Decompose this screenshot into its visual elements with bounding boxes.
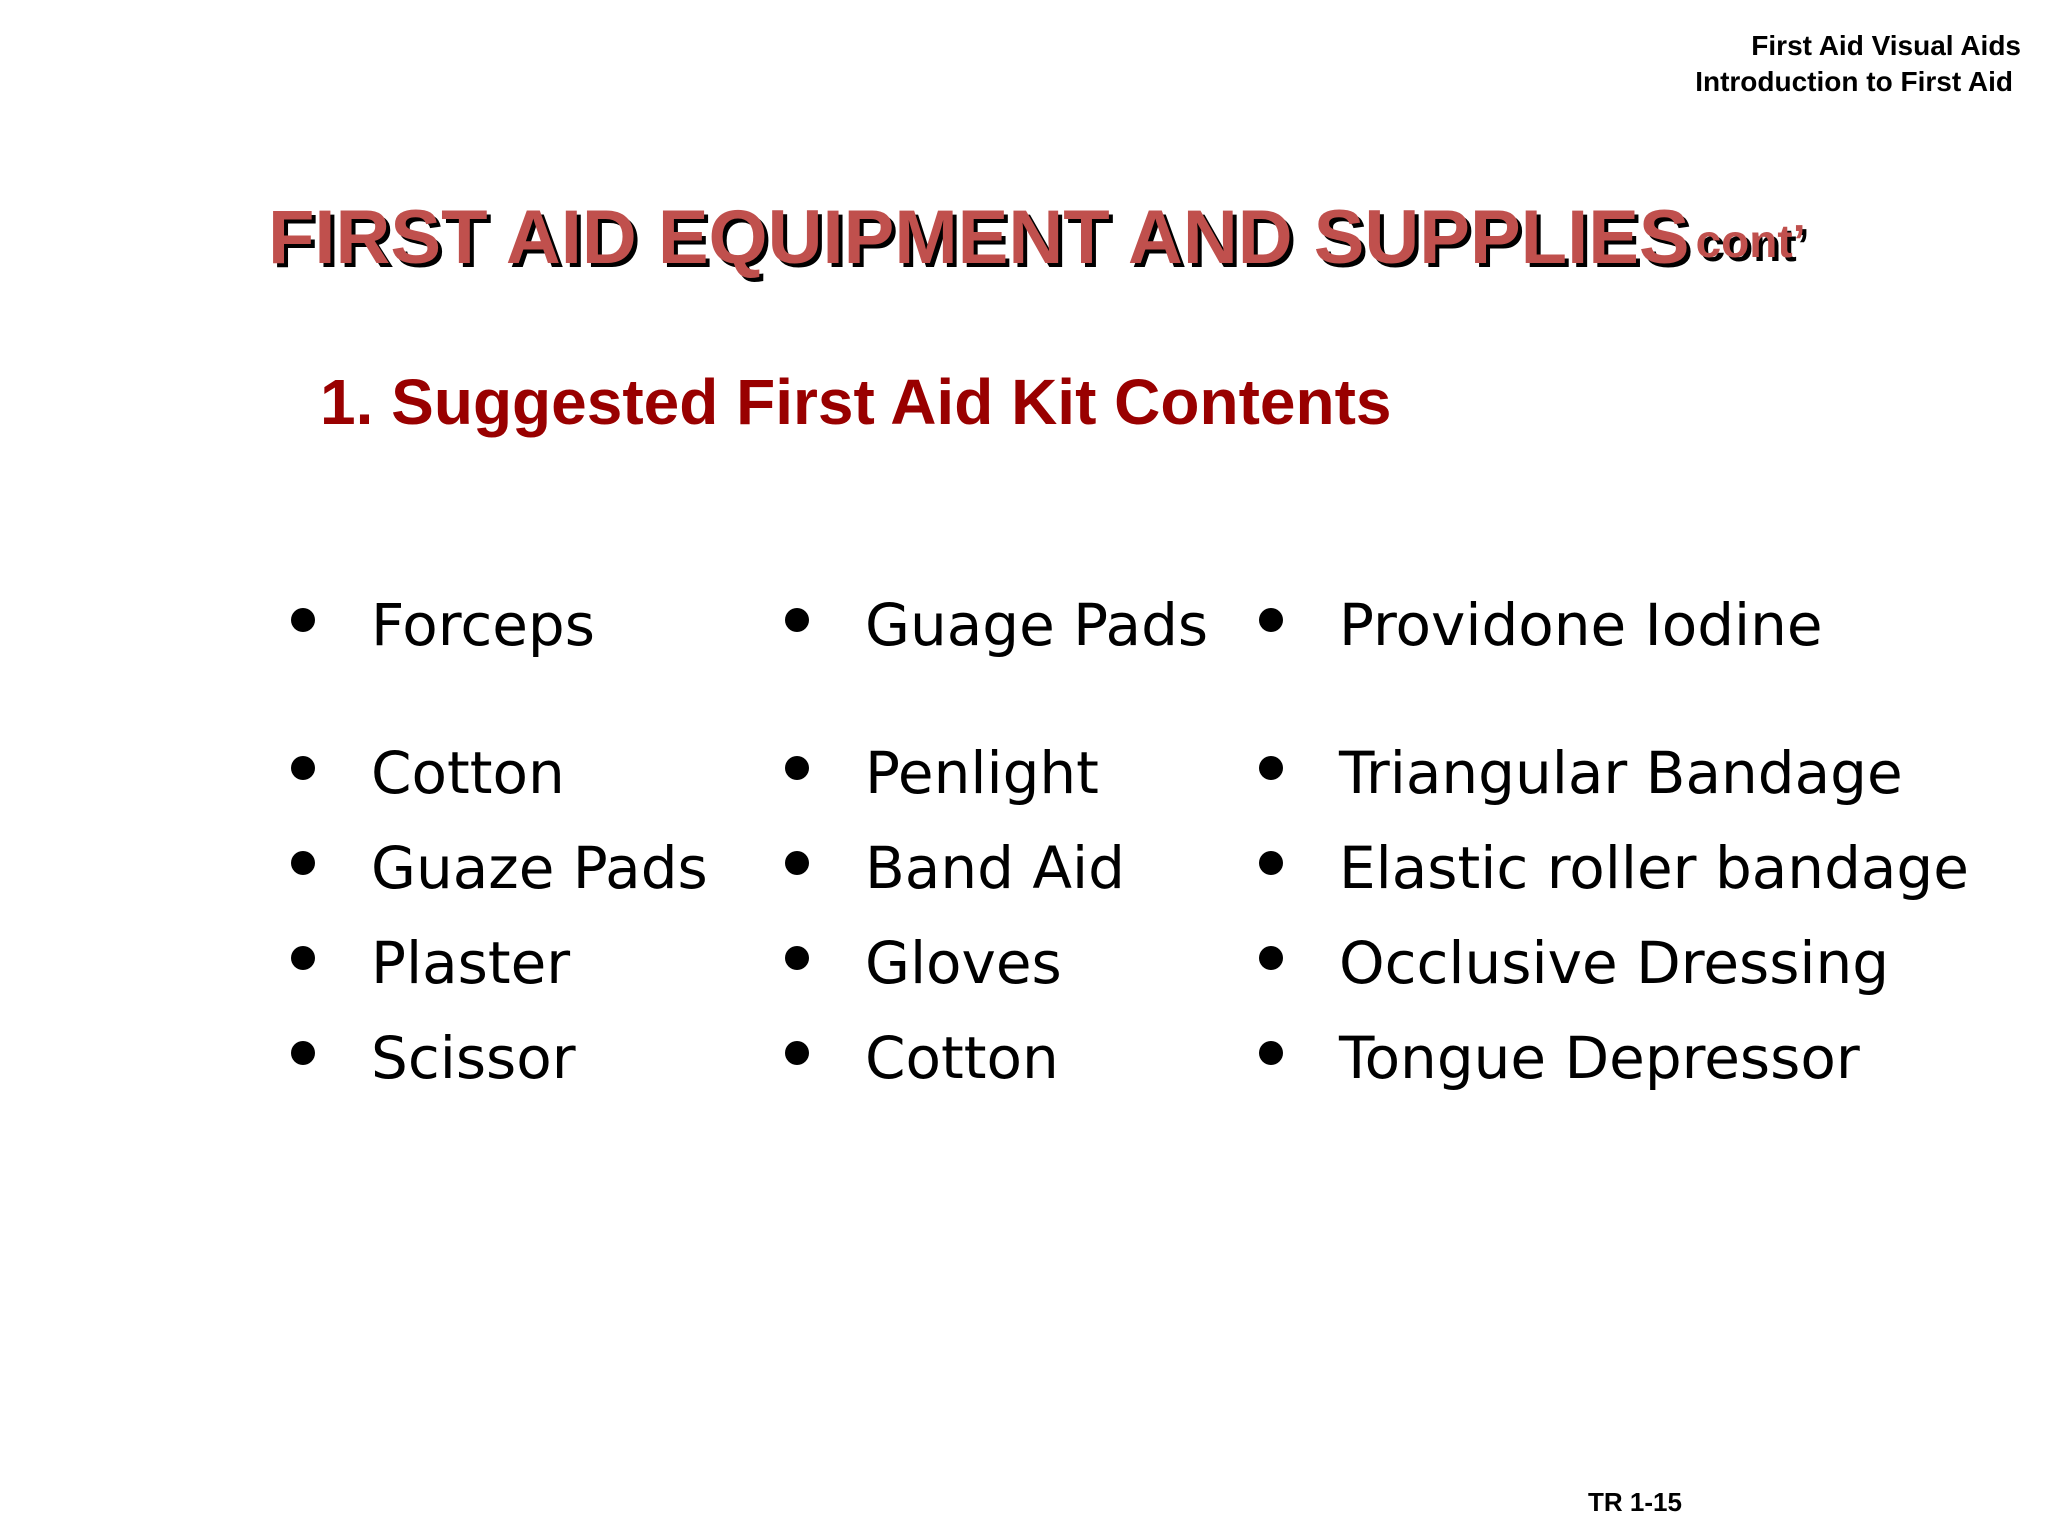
list-item-label: Gloves: [865, 929, 1062, 997]
list-item-label: Providone Iodine: [1339, 591, 1823, 659]
list-item-label: Penlight: [865, 739, 1099, 807]
slide-title: [268, 188, 1805, 291]
list-item: [287, 585, 708, 680]
bullet-dot-icon: [785, 608, 809, 632]
section-heading: 1. Suggested First Aid Kit Contents: [320, 366, 1392, 438]
bullet-dot-icon: [291, 851, 315, 875]
slide-title-suffix: cont’: [1695, 215, 1806, 267]
bullet-dot-icon: [785, 946, 809, 970]
list-item-label: Scissor: [371, 1024, 576, 1092]
list-item: [781, 585, 1208, 680]
list-item: [1255, 733, 1969, 828]
list-item: [781, 828, 1208, 923]
bullet-dot-icon: [1259, 851, 1283, 875]
list-item-label: Triangular Bandage: [1339, 739, 1903, 807]
bullet-dot-icon: [1259, 946, 1283, 970]
header-module-title: Introduction to First Aid: [1695, 66, 2013, 97]
kit-contents-column-1: [287, 585, 708, 1113]
bullet-dot-icon: [785, 756, 809, 780]
list-item: [781, 923, 1208, 1018]
slide-header: [1695, 28, 2021, 100]
bullet-dot-icon: [291, 946, 315, 970]
bullet-dot-icon: [1259, 756, 1283, 780]
bullet-dot-icon: [291, 756, 315, 780]
list-item: [287, 923, 708, 1018]
list-item-label: Elastic roller bandage: [1339, 834, 1969, 902]
list-item: [1255, 828, 1969, 923]
bullet-dot-icon: [785, 851, 809, 875]
list-item: [287, 733, 708, 828]
bullet-dot-icon: [291, 608, 315, 632]
list-item-label: Occlusive Dressing: [1339, 929, 1890, 997]
list-item: [287, 1018, 708, 1113]
list-item: [781, 1018, 1208, 1113]
slide-title-text: FIRST AID EQUIPMENT AND SUPPLIES: [268, 195, 1690, 280]
list-item: [1255, 923, 1969, 1018]
list-item-label: Tongue Depressor: [1339, 1024, 1860, 1092]
list-item-label: Forceps: [371, 591, 595, 659]
list-item: [1255, 1018, 1969, 1113]
list-item-label: Guage Pads: [865, 591, 1209, 659]
header-course-title: First Aid Visual Aids: [1751, 30, 2021, 61]
slide-reference-number: TR 1-15: [1588, 1487, 1682, 1517]
kit-contents-column-3: [1255, 585, 1969, 1113]
list-item: [1255, 585, 1969, 680]
bullet-dot-icon: [785, 1041, 809, 1065]
bullet-dot-icon: [1259, 608, 1283, 632]
list-item-label: Cotton: [865, 1024, 1059, 1092]
bullet-dot-icon: [1259, 1041, 1283, 1065]
list-item: [781, 733, 1208, 828]
list-item-label: Guaze Pads: [371, 834, 708, 902]
list-item-label: Plaster: [371, 929, 571, 997]
list-item-label: Band Aid: [865, 834, 1125, 902]
list-item: [287, 828, 708, 923]
list-item-label: Cotton: [371, 739, 565, 807]
bullet-dot-icon: [291, 1041, 315, 1065]
kit-contents-column-2: [781, 585, 1208, 1113]
